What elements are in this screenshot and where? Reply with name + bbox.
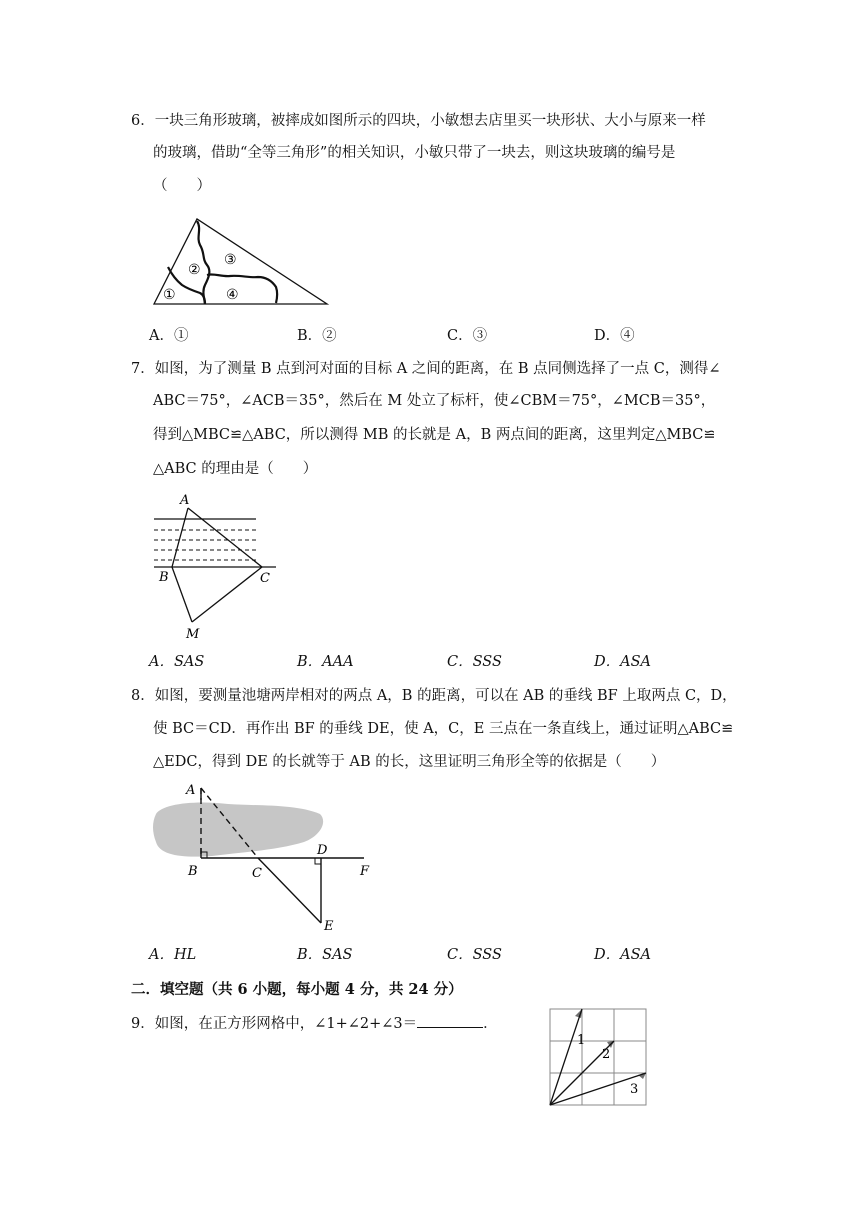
- point-label-d: D: [317, 843, 328, 858]
- answer-blank[interactable]: [417, 1013, 483, 1028]
- right-angle-d: [315, 858, 321, 864]
- q7-line-2: ABC＝75°，∠ACB＝35°，然后在 M 处立了标杆，使∠CBM＝75°，∠MCB＝35°，: [153, 393, 716, 409]
- figure-label-1: ①: [163, 287, 176, 303]
- q6-broken-glass-figure: [150, 215, 332, 309]
- q6-line-1: 6．一块三角形玻璃，被摔成如图所示的四块，小敏想去店里买一块形状、大小与原来一样: [131, 113, 706, 129]
- q9-line: [131, 1013, 498, 1034]
- q8-line-2: 使 BC＝CD．再作出 BF 的垂线 DE，使 A，C，E 三点在一条直线上，通过证明△ABC≌: [153, 721, 734, 737]
- point-label-f: F: [360, 864, 370, 879]
- q7-option-b[interactable]: [297, 652, 354, 672]
- point-label-b: B: [188, 864, 198, 879]
- q6-option-d[interactable]: D．④: [594, 328, 635, 344]
- q6-option-a[interactable]: A．①: [149, 328, 189, 344]
- q7-option-a[interactable]: [149, 652, 204, 672]
- section-heading: 二．填空题（共 6 小题，每小题 4 分，共 24 分）: [131, 981, 463, 998]
- pond-shape: [153, 802, 323, 856]
- segment-ac: [188, 508, 262, 567]
- q7-line-3: 得到△MBC≌△ABC，所以测得 MB 的长就是 A，B 两点间的距离，这里判定△MBC≌: [153, 427, 716, 443]
- q6-option-b[interactable]: B．②: [297, 328, 337, 344]
- q6-option-c[interactable]: C．③: [447, 328, 488, 344]
- point-label-c: C: [260, 571, 270, 586]
- q8-line-3: △EDC，得到 DE 的长就等于 AB 的长，这里证明三角形全等的依据是（ ）: [153, 754, 666, 770]
- q8-option-a-label: A．HL: [149, 947, 197, 963]
- q7-option-d[interactable]: [594, 652, 651, 672]
- q6-line-2: 的玻璃，借助“全等三角形”的相关知识，小敏只带了一块去，则这块玻璃的编号是: [153, 145, 676, 161]
- q7-option-d-label: D．ASA: [594, 654, 652, 670]
- q8-option-c-label: C．SSS: [447, 947, 502, 963]
- q9-text: 9．如图，在正方形网格中，∠1+∠2+∠3＝: [131, 1016, 418, 1032]
- point-label-b: B: [159, 570, 169, 585]
- q7-option-c-label: C．SSS: [447, 654, 502, 670]
- angle-label-2: 2: [602, 1047, 611, 1062]
- q8-option-d-label: D．ASA: [594, 947, 652, 963]
- angle-label-1: 1: [577, 1033, 586, 1048]
- q8-pond-figure: [148, 780, 378, 942]
- q6-line-3: （ ）: [153, 178, 211, 194]
- point-label-a: A: [180, 493, 190, 508]
- q8-option-a[interactable]: [149, 945, 196, 965]
- q7-option-b-label: B．AAA: [297, 654, 354, 670]
- q9-grid-figure: [547, 1006, 651, 1110]
- ray-1: [550, 1009, 582, 1105]
- q9-text-end: ．: [483, 1016, 498, 1032]
- angle-arc-1: [575, 1009, 582, 1018]
- point-label-a: A: [186, 783, 196, 798]
- segment-ab: [172, 508, 188, 567]
- crack-line-3: [207, 274, 277, 303]
- point-label-m: M: [186, 627, 200, 642]
- q7-line-1: 7．如图，为了测量 B 点到河对面的目标 A 之间的距离，在 B 点同侧选择了一点 C，测得∠: [131, 361, 721, 377]
- figure-label-2: ②: [188, 262, 201, 278]
- q8-option-d[interactable]: [594, 945, 651, 965]
- point-label-e: E: [324, 919, 334, 934]
- angle-label-3: 3: [630, 1082, 639, 1097]
- segment-ce: [258, 858, 321, 923]
- q7-option-c[interactable]: [447, 652, 502, 672]
- q8-line-1: 8．如图，要测量池塘两岸相对的两点 A，B 的距离，可以在 AB 的垂线 BF 上取两点 C，D，: [131, 688, 737, 704]
- q7-river-figure: [148, 490, 280, 642]
- segment-bm: [172, 567, 192, 622]
- q8-option-c[interactable]: [447, 945, 502, 965]
- q8-option-b-label: B．SAS: [297, 947, 353, 963]
- figure-label-3: ③: [224, 252, 237, 268]
- q7-option-a-label: A．SAS: [149, 654, 205, 670]
- figure-label-4: ④: [226, 287, 239, 303]
- point-label-c: C: [252, 866, 262, 881]
- segment-cm: [192, 567, 262, 622]
- triangle-outline: [154, 219, 327, 304]
- q7-line-4: △ABC 的理由是（ ）: [153, 461, 318, 477]
- q8-option-b[interactable]: [297, 945, 353, 965]
